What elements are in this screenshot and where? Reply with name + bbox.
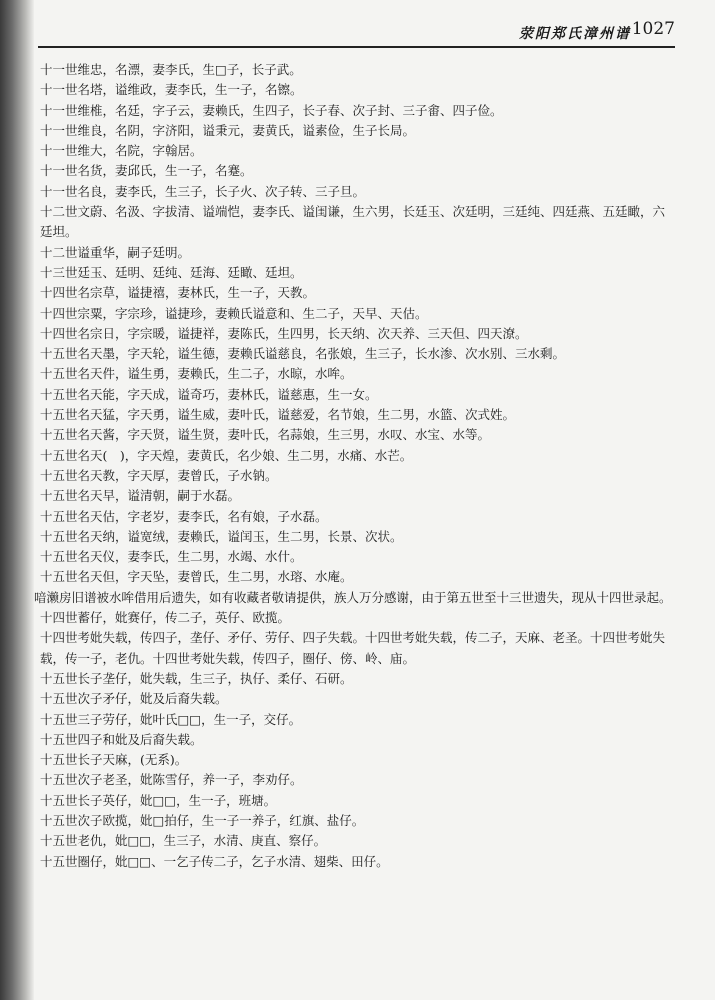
text-line: 十五世次子欧揽，妣□拍仔，生一子一养子，红旗、盐仔。 bbox=[40, 812, 365, 828]
text-line: 十三世廷玉、廷明、廷纯、廷海、廷瞰、廷坦。 bbox=[40, 264, 303, 280]
text-line: 十二世谥重华，嗣子廷明。 bbox=[40, 244, 191, 260]
text-line: 十一世名塔，谥维政，妻李氏，生一子，名镲。 bbox=[40, 82, 303, 98]
text-line: 十四世考妣失载，传四子，垄仔、矛仔、劳仔、四子失载。十四世考妣失载，传二子，天麻、老圣。十四世考妣失载，传一子，老仇。十四世考妣失载，传四子，圈仔、傍、岭、庙。 bbox=[40, 630, 666, 666]
text-line: 十五世名天早，谥清朝，嗣于水磊。 bbox=[40, 488, 241, 504]
text-line: 十五世老仇，妣□□，生三子，水清、庚直、察仔。 bbox=[40, 833, 327, 849]
text-line: 十五世三子劳仔，妣叶氏□□，生一子，交仔。 bbox=[40, 711, 302, 727]
text-line: 十五世圈仔，妣□□、一乞子传二子，乞子水清、翅柴、田仔。 bbox=[40, 853, 389, 869]
text-line: 十五世名天教，字天厚，妻曾氏，子水钠。 bbox=[40, 467, 278, 483]
text-line: 十一世维良，名阴，字济阳，谥秉元，妻黄氏，谥素俭，生子长局。 bbox=[40, 122, 416, 138]
text-line: 十四世名宗日，字宗暖，谥捷祥，妻陈氏，生四男，长天纳、次天养、三天但、四天潦。 bbox=[40, 325, 528, 341]
text-line: 十五世名天仪，妻李氏，生二男，水竭、水什。 bbox=[40, 549, 303, 565]
text-line: 十四世蓄仔，妣赛仔，传二子，英仔、欧揽。 bbox=[40, 610, 291, 626]
text-line: 十五世名天能，字天成，谥奇巧，妻林氏，谥慈惠，生一女。 bbox=[40, 386, 378, 402]
text-line: 十五世名天猛，字天勇，谥生威，妻叶氏，谥慈爱，名节娘，生二男，水篮、次式姓。 bbox=[40, 407, 516, 423]
text-line: 十一世名货，妻邱氏，生一子，名蹇。 bbox=[40, 163, 253, 179]
text-line: 十四世宗粟，字宗珍，谥捷珍，妻赖氏谥意和、生二子，天早、天估。 bbox=[40, 305, 428, 321]
text-line: 十五世名天估，字老岁，妻李氏，名有娘，子水磊。 bbox=[40, 508, 328, 524]
text-line: 十二世文蔚、名汲、字拔清、谥端恺，妻李氏、谥闺谦，生六男，长廷玉、次廷明，三廷纯、四廷燕、五廷瞰，六廷坦。 bbox=[40, 204, 666, 240]
text-line: 十一世维忠，名漂，妻李氏，生□子，长子武。 bbox=[40, 62, 302, 77]
text-line: 十五世长子垄仔，妣失载，生三子，执仔、柔仔、石研。 bbox=[40, 670, 353, 686]
genealogy-text bbox=[20, 60, 677, 872]
running-title: 荥阳郑氏漳州谱 bbox=[519, 26, 631, 42]
text-line: 十一世维椎，名廷，字子云，妻赖氏，生四子，长子春、次子封、三子畬、四子俭。 bbox=[40, 102, 503, 118]
text-line: 十五世名天但，字天坠，妻曾氏，生二男，水瑢、水庵。 bbox=[40, 569, 353, 585]
text-line: 十四世名宗草，谥捷禧，妻林氏，生一子，天教。 bbox=[40, 285, 316, 301]
text-line: 十五世长子天麻，(无系)。 bbox=[40, 752, 188, 768]
notice-paragraph: 喑濑房旧谱被水哞借用后遗失，如有收藏者敬请提供，族人万分感谢，由于第五世至十三世遗失，现从十四世录起。 bbox=[34, 589, 672, 605]
text-line: 十一世名良，妻李氏，生三子，长子火、次子转、三子旦。 bbox=[40, 183, 366, 199]
text-line: 十五世四子和妣及后裔失载。 bbox=[40, 731, 203, 747]
text-line: 十五世次子矛仔，妣及后裔失载。 bbox=[40, 691, 228, 707]
text-line: 十五世名天( )，字天煌，妻黄氏，名少娘、生二男，水痛、水芒。 bbox=[40, 447, 413, 463]
text-line: 十五世名天酱，字天贤，谥生贤，妻叶氏，名蒜娘，生三男，水叹、水宝、水等。 bbox=[40, 427, 491, 443]
text-line: 十五世次子老圣，妣陈雪仔，养一子，李劝仔。 bbox=[40, 772, 303, 788]
text-line: 十一世维大，名院，字翰居。 bbox=[40, 143, 203, 159]
text-line: 十五世名天纳，谥宽绒，妻赖氏，谥闰玉，生二男，长景、次状。 bbox=[40, 528, 403, 544]
text-line: 十五世名天墨，字天轮，谥生德，妻赖氏谥慈良，名张娘，生三子，长水渗、次水别、三水剩。 bbox=[40, 346, 566, 362]
text-line: 十五世名天件，谥生勇，妻赖氏，生二子，水晾，水哞。 bbox=[40, 366, 353, 382]
text-line: 十五世长子英仔，妣□□，生一子，班塘。 bbox=[40, 792, 277, 808]
page-header bbox=[38, 14, 675, 48]
page-number: 1027 bbox=[631, 19, 675, 39]
